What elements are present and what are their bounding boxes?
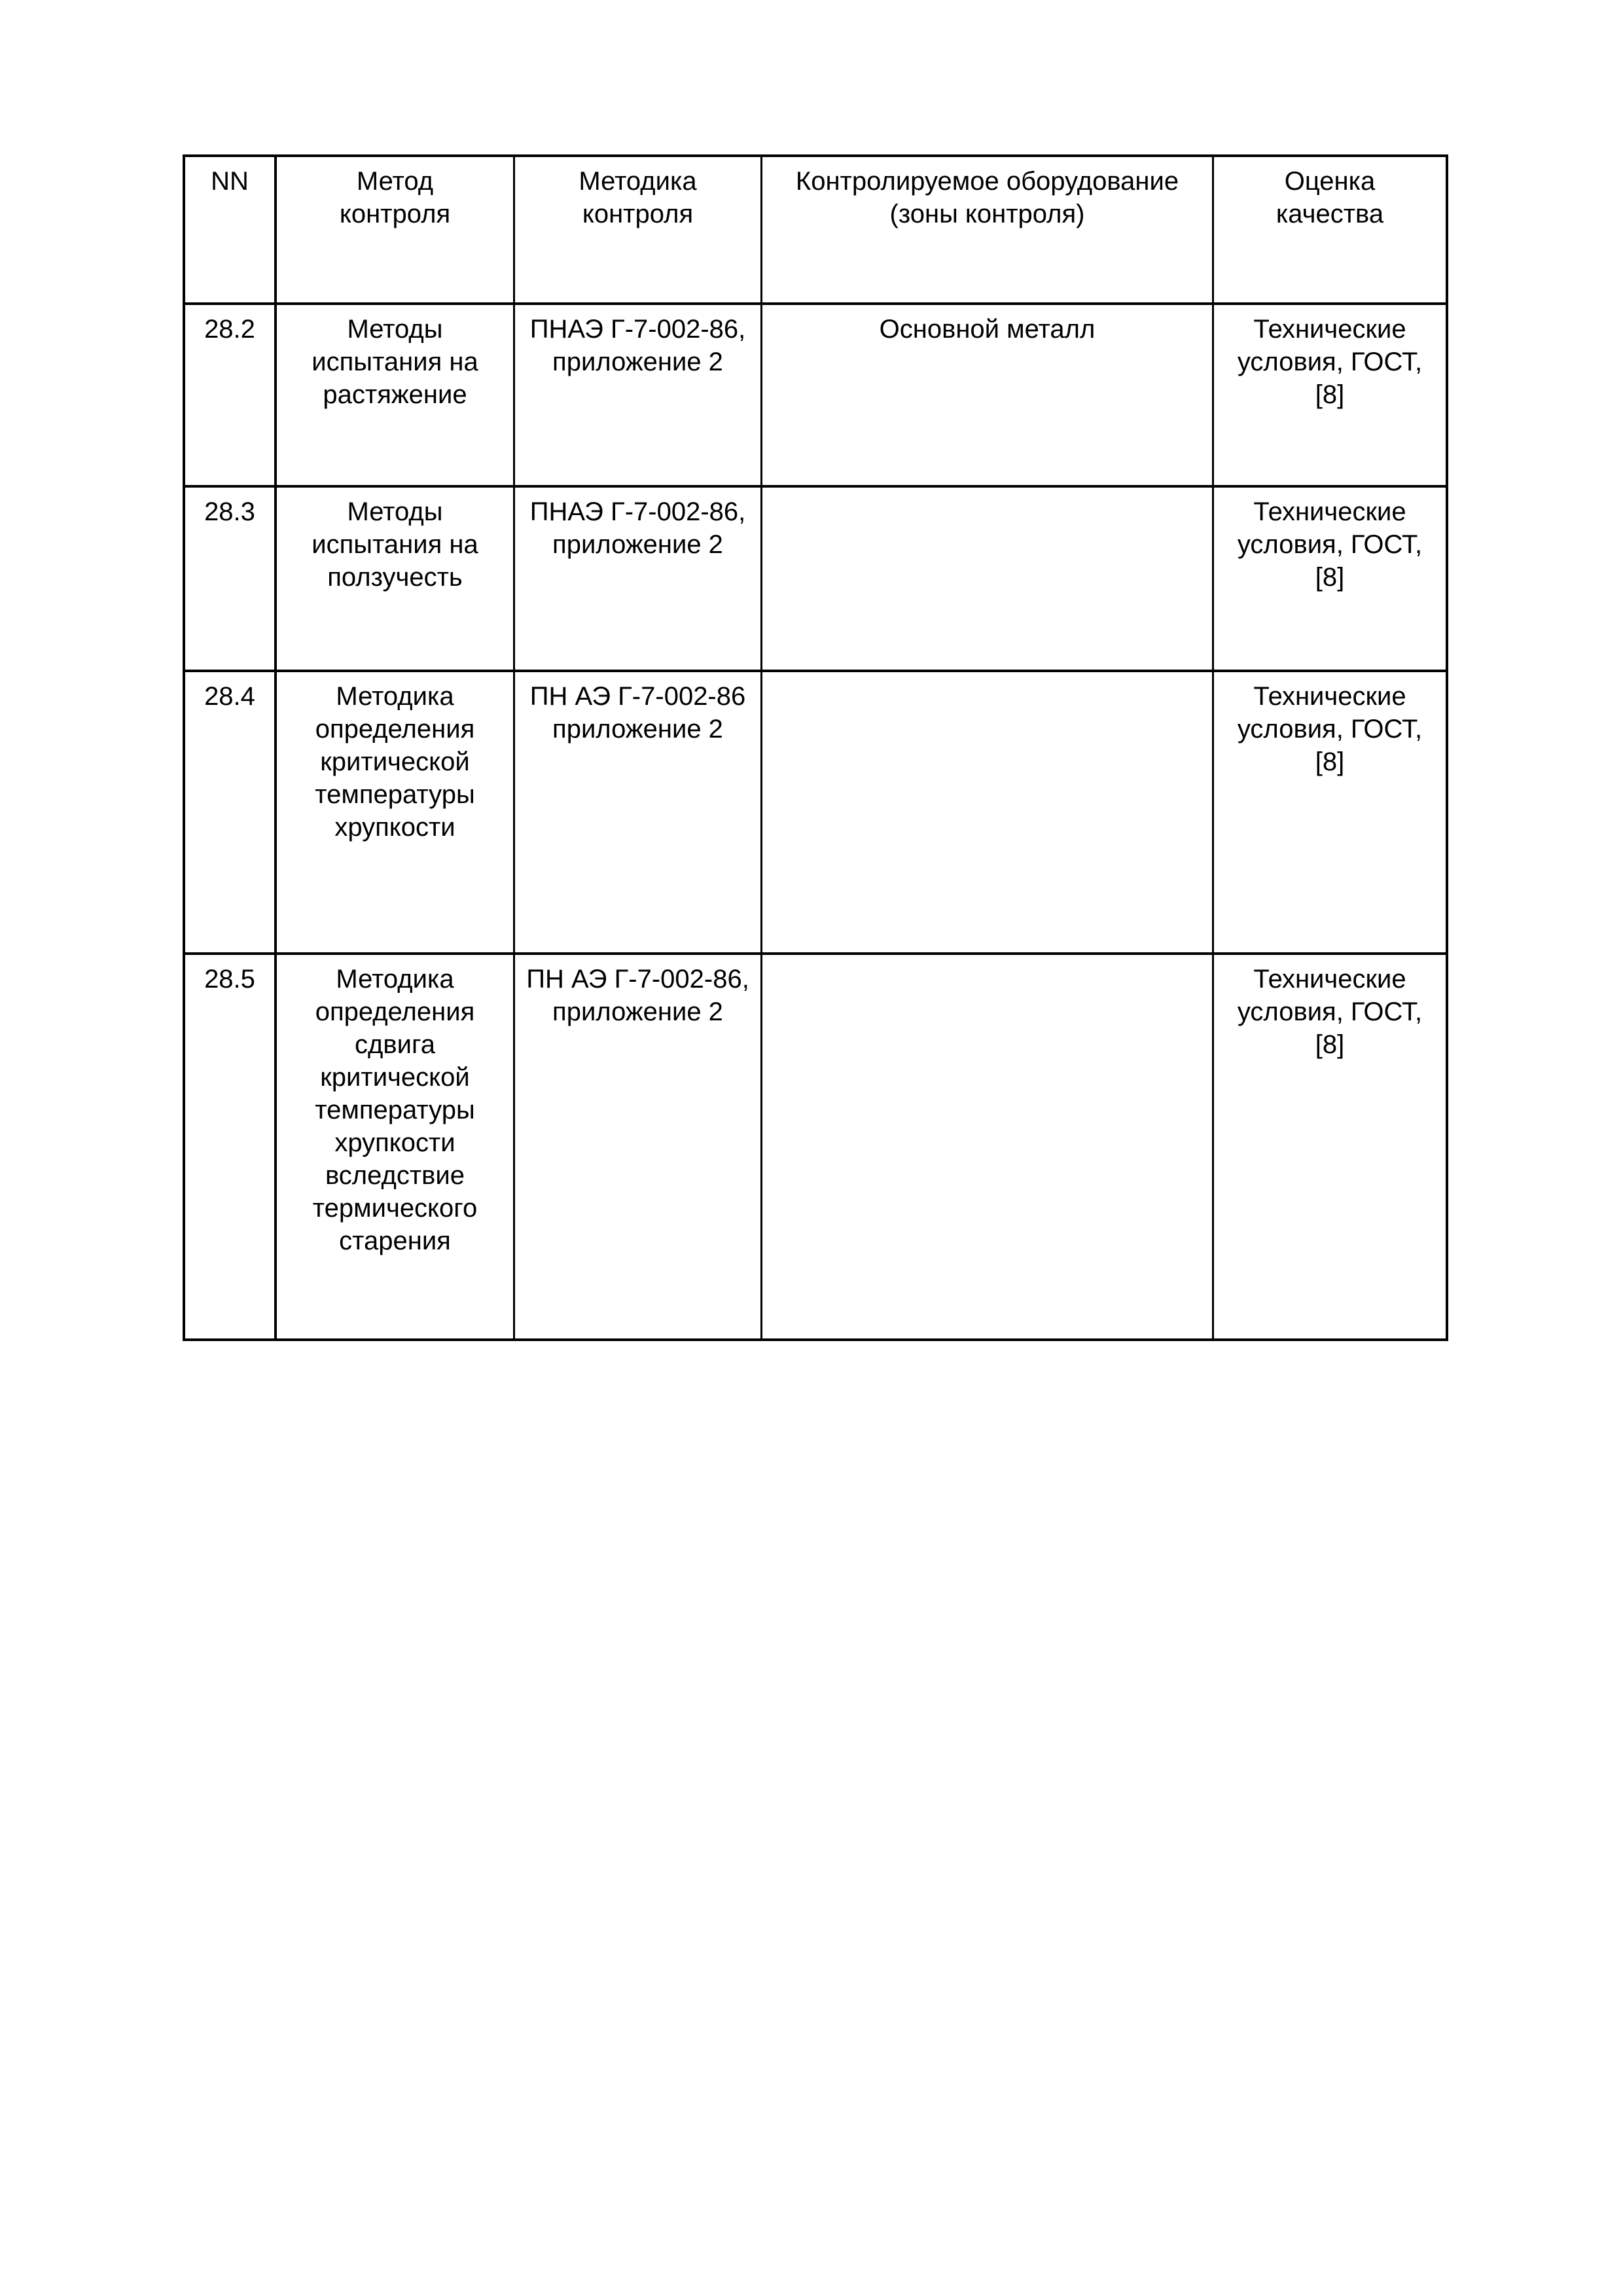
row-procedure: ПН АЭ Г-7-002-86 приложение 2 [515, 672, 762, 952]
control-methods-table [183, 154, 1448, 1341]
table-row [185, 305, 1446, 488]
table-row [185, 488, 1446, 672]
header-equipment: Контролируемое оборудование (зоны контроля) [762, 157, 1214, 302]
header-procedure: Методика контроля [515, 157, 762, 302]
header-method: Метод контроля [277, 157, 515, 302]
row-equipment [762, 955, 1214, 1338]
row-nn: 28.2 [185, 305, 277, 485]
row-quality: Технические условия, ГОСТ, [8] [1237, 965, 1423, 1059]
row-nn: 28.5 [185, 955, 277, 1338]
row-method: Методы испытания на растяжение [277, 305, 515, 485]
table-row [185, 672, 1446, 955]
header-nn: NN [185, 157, 277, 302]
table-header-row [185, 157, 1446, 305]
row-procedure: ПН АЭ Г-7-002-86, приложение 2 [515, 955, 762, 1338]
row-nn: 28.3 [185, 488, 277, 670]
row-equipment: Основной металл [762, 305, 1214, 485]
row-method: Методика определения сдвига критической температуры хрупкости вследствие термического старения [277, 955, 515, 1338]
row-method: Методы испытания на ползучесть [277, 488, 515, 670]
row-procedure: ПНАЭ Г-7-002-86, приложение 2 [515, 305, 762, 485]
row-quality: Технические условия, ГОСТ, [8] [1237, 497, 1423, 592]
row-equipment [762, 488, 1214, 670]
row-method: Методика определения критической температуры хрупкости [277, 672, 515, 952]
table-row [185, 955, 1446, 1338]
row-quality: Технические условия, ГОСТ, [8] [1237, 315, 1423, 409]
header-quality: Оценка качества [1275, 167, 1384, 228]
row-procedure: ПНАЭ Г-7-002-86, приложение 2 [515, 488, 762, 670]
row-quality: Технические условия, ГОСТ, [8] [1237, 682, 1423, 776]
row-equipment [762, 672, 1214, 952]
row-nn: 28.4 [185, 672, 277, 952]
